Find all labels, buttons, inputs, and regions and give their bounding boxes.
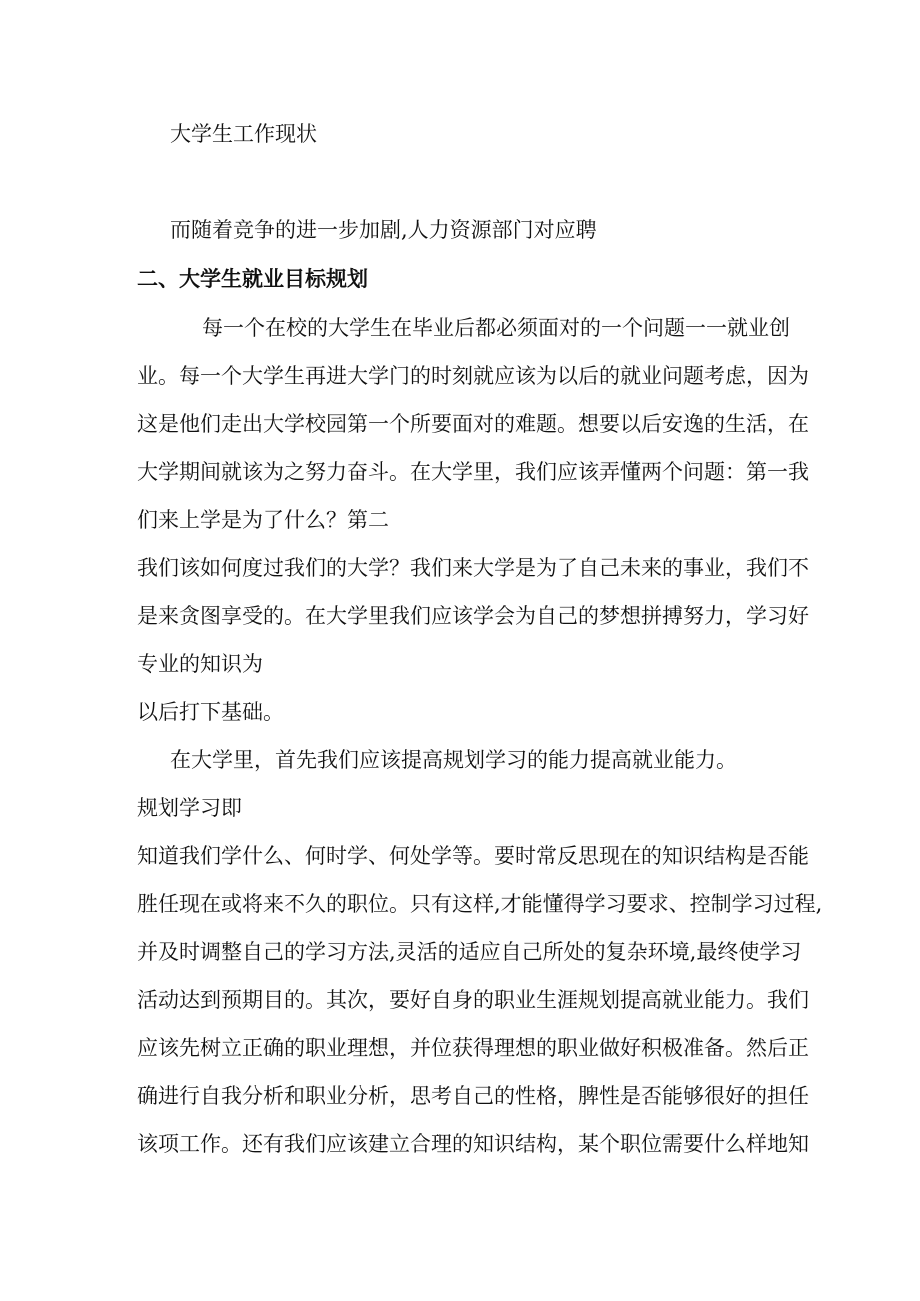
paragraph-line: 活动达到预期目的。其次，要好自身的职业生涯规划提高就业能力。我们 bbox=[137, 988, 809, 1012]
paragraph-line: 是来贪图享受的。在大学里我们应该学会为自己的梦想拼搏努力，学习好 bbox=[137, 604, 809, 628]
section-heading: 二、大学生就业目标规划 bbox=[137, 267, 368, 291]
section-title: 大学生工作现状 bbox=[170, 122, 317, 146]
paragraph-line: 以后打下基础。 bbox=[137, 700, 284, 724]
paragraph-line: 规划学习即 bbox=[137, 796, 242, 820]
paragraph-line: 大学期间就该为之努力奋斗。在大学里，我们应该弄懂两个问题：第一我 bbox=[137, 460, 809, 484]
paragraph-line: 确进行自我分析和职业分析，思考自己的性格，脾性是否能够很好的担任 bbox=[137, 1084, 809, 1108]
paragraph-line: 应该先树立正确的职业理想，并位获得理想的职业做好积极准备。然后正 bbox=[137, 1036, 809, 1060]
paragraph-line: 专业的知识为 bbox=[137, 652, 263, 676]
paragraph-line: 知道我们学什么、何时学、何处学等。要时常反思现在的知识结构是否能 bbox=[137, 844, 809, 868]
paragraph-line: 我们该如何度过我们的大学？我们来大学是为了自己未来的事业，我们不 bbox=[137, 556, 809, 580]
paragraph-line: 并及时调整自己的学习方法,灵活的适应自己所处的复杂环境,最终使学习 bbox=[137, 940, 802, 964]
paragraph-line: 们来上学是为了什么？第二 bbox=[137, 508, 389, 532]
paragraph-line: 业。每一个大学生再进大学门的时刻就应该为以后的就业问题考虑，因为 bbox=[137, 364, 809, 388]
paragraph-line: 而随着竞争的进一步加剧,人力资源部门对应聘 bbox=[170, 218, 597, 242]
paragraph-line: 每一个在校的大学生在毕业后都必须面对的一个问题一一就业创 bbox=[202, 316, 790, 340]
paragraph-line: 该项工作。还有我们应该建立合理的知识结构，某个职位需要什么样地知 bbox=[137, 1132, 809, 1156]
paragraph-line: 这是他们走出大学校园第一个所要面对的难题。想要以后安逸的生活，在 bbox=[137, 412, 809, 436]
paragraph-line: 在大学里，首先我们应该提高规划学习的能力提高就业能力。 bbox=[170, 748, 737, 772]
paragraph-line: 胜任现在或将来不久的职位。只有这样,才能懂得学习要求、控制学习过程, bbox=[137, 892, 823, 916]
